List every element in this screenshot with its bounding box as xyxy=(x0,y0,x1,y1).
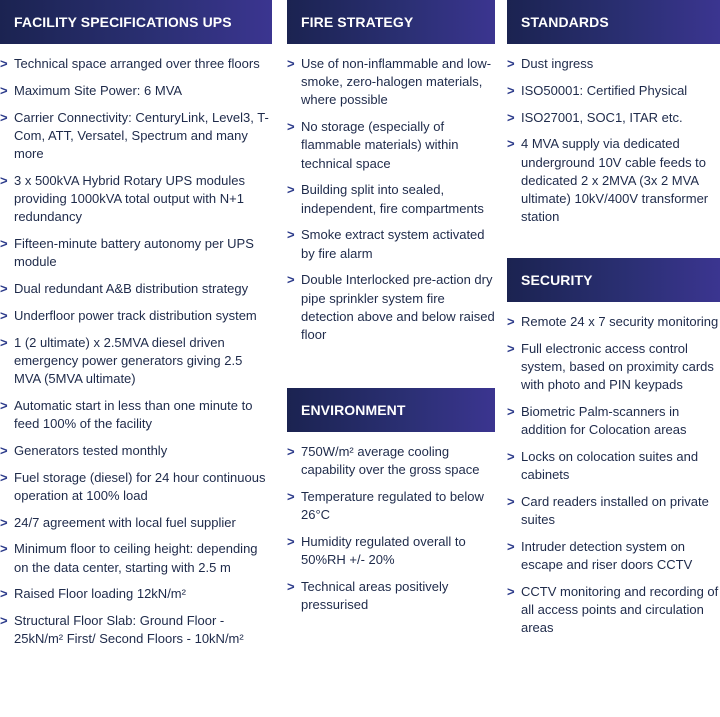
facility-column xyxy=(0,0,272,657)
list-item-text: Maximum Site Power: 6 MVA xyxy=(14,82,183,98)
list-item xyxy=(0,307,272,325)
list-item xyxy=(507,135,720,226)
list-item-text: Carrier Connectivity: CenturyLink, Level3, T-Com, ATT, Versatel, Spectrum and many more xyxy=(14,109,269,161)
list-item-text: Card readers installed on private suites xyxy=(521,494,709,528)
chevron-right-icon: > xyxy=(287,272,295,288)
chevron-right-icon: > xyxy=(507,136,515,152)
chevron-right-icon: > xyxy=(0,236,8,251)
list-item xyxy=(0,280,272,298)
chevron-right-icon: > xyxy=(0,514,8,530)
list-item xyxy=(507,583,720,638)
list-item xyxy=(0,109,272,164)
list-item-text: ISO27001, SOC1, ITAR etc. xyxy=(521,109,683,125)
facility-header: FACILITY SPECIFICATIONS UPS xyxy=(0,0,272,44)
list-item xyxy=(287,488,495,524)
list-item-text: Automatic start in less than one minute to feed 100% of the facility xyxy=(14,397,253,431)
list-item xyxy=(287,533,495,569)
fire-header: FIRE STRATEGY xyxy=(287,0,495,44)
fire-environment-column xyxy=(287,0,495,717)
chevron-right-icon: > xyxy=(0,307,8,323)
chevron-right-icon: > xyxy=(287,444,295,459)
list-item xyxy=(0,334,272,389)
chevron-right-icon: > xyxy=(507,314,515,329)
list-item xyxy=(507,448,720,484)
chevron-right-icon: > xyxy=(0,56,8,71)
standards-security-column xyxy=(507,0,720,717)
list-item-text: 1 (2 ultimate) x 2.5MVA diesel driven emergency power generators giving 2.5 MVA (5MVA ultimate) xyxy=(14,334,243,386)
list-item xyxy=(287,55,495,110)
list-item xyxy=(287,578,495,614)
list-item-text: No storage (especially of flammable materials) within technical space xyxy=(301,119,459,171)
list-item-text: Technical space arranged over three floors xyxy=(14,56,260,71)
list-item xyxy=(287,181,495,217)
chevron-right-icon: > xyxy=(0,469,8,485)
list-item-text: Full electronic access control system, based on proximity cards with photo and PIN keypads xyxy=(521,340,714,393)
list-item-text: Minimum floor to ceiling height: depending on the data center, starting with 2.5 m xyxy=(14,541,258,575)
list-item-text: Smoke extract system activated by fire alarm xyxy=(301,227,485,261)
list-item xyxy=(507,82,720,100)
facility-list xyxy=(0,55,272,649)
list-item-text: Double Interlocked pre-action dry pipe sprinkler system fire detection above and below raised floor xyxy=(301,272,495,343)
chevron-right-icon: > xyxy=(0,613,8,629)
list-item xyxy=(507,55,720,73)
list-item xyxy=(507,109,720,127)
list-item xyxy=(0,172,272,227)
standards-header: STANDARDS xyxy=(507,0,720,44)
list-item xyxy=(0,612,272,648)
list-item xyxy=(0,514,272,532)
chevron-right-icon: > xyxy=(0,397,8,413)
chevron-right-icon: > xyxy=(0,109,8,125)
chevron-right-icon: > xyxy=(0,334,8,350)
list-item-text: Fuel storage (diesel) for 24 hour continuous operation at 100% load xyxy=(14,469,266,503)
chevron-right-icon: > xyxy=(507,82,515,98)
list-item xyxy=(287,226,495,262)
chevron-right-icon: > xyxy=(507,584,515,599)
chevron-right-icon: > xyxy=(287,119,295,135)
fire-list xyxy=(287,55,495,344)
list-item-text: 3 x 500kVA Hybrid Rotary UPS modules providing 1000kVA total output with N+1 redundancy xyxy=(14,172,245,225)
environment-header: ENVIRONMENT xyxy=(287,388,495,432)
list-item-text: Building split into sealed, independent, fire compartments xyxy=(301,182,484,216)
list-item-text: 24/7 agreement with local fuel supplier xyxy=(14,514,236,530)
chevron-right-icon: > xyxy=(507,449,515,464)
list-item xyxy=(0,442,272,460)
list-item xyxy=(507,340,720,395)
chevron-right-icon: > xyxy=(0,281,8,296)
list-item xyxy=(0,540,272,576)
list-item-text: Temperature regulated to below 26°C xyxy=(301,489,484,523)
chevron-right-icon: > xyxy=(0,82,8,98)
list-item xyxy=(0,235,272,271)
chevron-right-icon: > xyxy=(287,227,295,243)
list-item-text: Dual redundant A&B distribution strategy xyxy=(14,281,249,296)
chevron-right-icon: > xyxy=(287,579,295,594)
list-item xyxy=(0,469,272,505)
chevron-right-icon: > xyxy=(507,494,515,509)
chevron-right-icon: > xyxy=(0,541,8,557)
chevron-right-icon: > xyxy=(287,489,295,504)
list-item xyxy=(287,443,495,479)
list-item xyxy=(0,397,272,433)
chevron-right-icon: > xyxy=(507,56,515,71)
list-item-text: Underfloor power track distribution system xyxy=(14,307,257,323)
list-item-text: 750W/m² average cooling capability over the gross space xyxy=(301,444,480,478)
chevron-right-icon: > xyxy=(287,534,295,549)
list-item-text: ISO50001: Certified Physical xyxy=(521,82,688,98)
chevron-right-icon: > xyxy=(507,539,515,554)
list-item-text: Technical areas positively pressurised xyxy=(301,579,449,613)
chevron-right-icon: > xyxy=(0,586,8,602)
chevron-right-icon: > xyxy=(0,172,8,188)
list-item xyxy=(507,313,720,331)
list-item-text: Structural Floor Slab: Ground Floor - 25kN/m² First/ Second Floors - 10kN/m² xyxy=(14,613,244,647)
chevron-right-icon: > xyxy=(507,109,515,125)
security-header: SECURITY xyxy=(507,258,720,302)
list-item-text: Use of non-inflammable and low-smoke, zero-halogen materials, where possible xyxy=(301,56,492,108)
list-item-text: Humidity regulated overall to 50%RH +/- 20% xyxy=(301,534,466,568)
list-item-text: Biometric Palm-scanners in addition for Colocation areas xyxy=(521,404,687,438)
standards-list xyxy=(507,55,720,226)
list-item-text: Raised Floor loading 12kN/m² xyxy=(14,586,186,602)
list-item xyxy=(287,271,495,344)
list-item xyxy=(0,585,272,603)
chevron-right-icon: > xyxy=(0,442,8,458)
chevron-right-icon: > xyxy=(287,56,295,71)
list-item-text: Intruder detection system on escape and riser doors CCTV xyxy=(521,539,693,573)
list-item xyxy=(507,538,720,574)
list-item-text: Fifteen-minute battery autonomy per UPS module xyxy=(14,236,254,270)
list-item-text: Generators tested monthly xyxy=(14,442,168,458)
list-item xyxy=(287,118,495,173)
chevron-right-icon: > xyxy=(287,182,295,198)
list-item xyxy=(0,55,272,73)
list-item-text: CCTV monitoring and recording of all access points and circulation areas xyxy=(521,584,719,636)
chevron-right-icon: > xyxy=(507,404,515,419)
security-list xyxy=(507,313,720,646)
list-item-text: Remote 24 x 7 security monitoring xyxy=(521,314,719,329)
list-item xyxy=(0,82,272,100)
list-item-text: 4 MVA supply via dedicated underground 10V cable feeds to dedicated 2 x 2MVA (3x 2 MVA ultimate) 10kV/400V transformer station xyxy=(521,136,709,225)
list-item xyxy=(507,493,720,529)
environment-list xyxy=(287,443,495,623)
list-item xyxy=(507,403,720,439)
chevron-right-icon: > xyxy=(507,340,515,356)
list-item-text: Locks on colocation suites and cabinets xyxy=(521,449,699,483)
list-item-text: Dust ingress xyxy=(521,56,594,71)
